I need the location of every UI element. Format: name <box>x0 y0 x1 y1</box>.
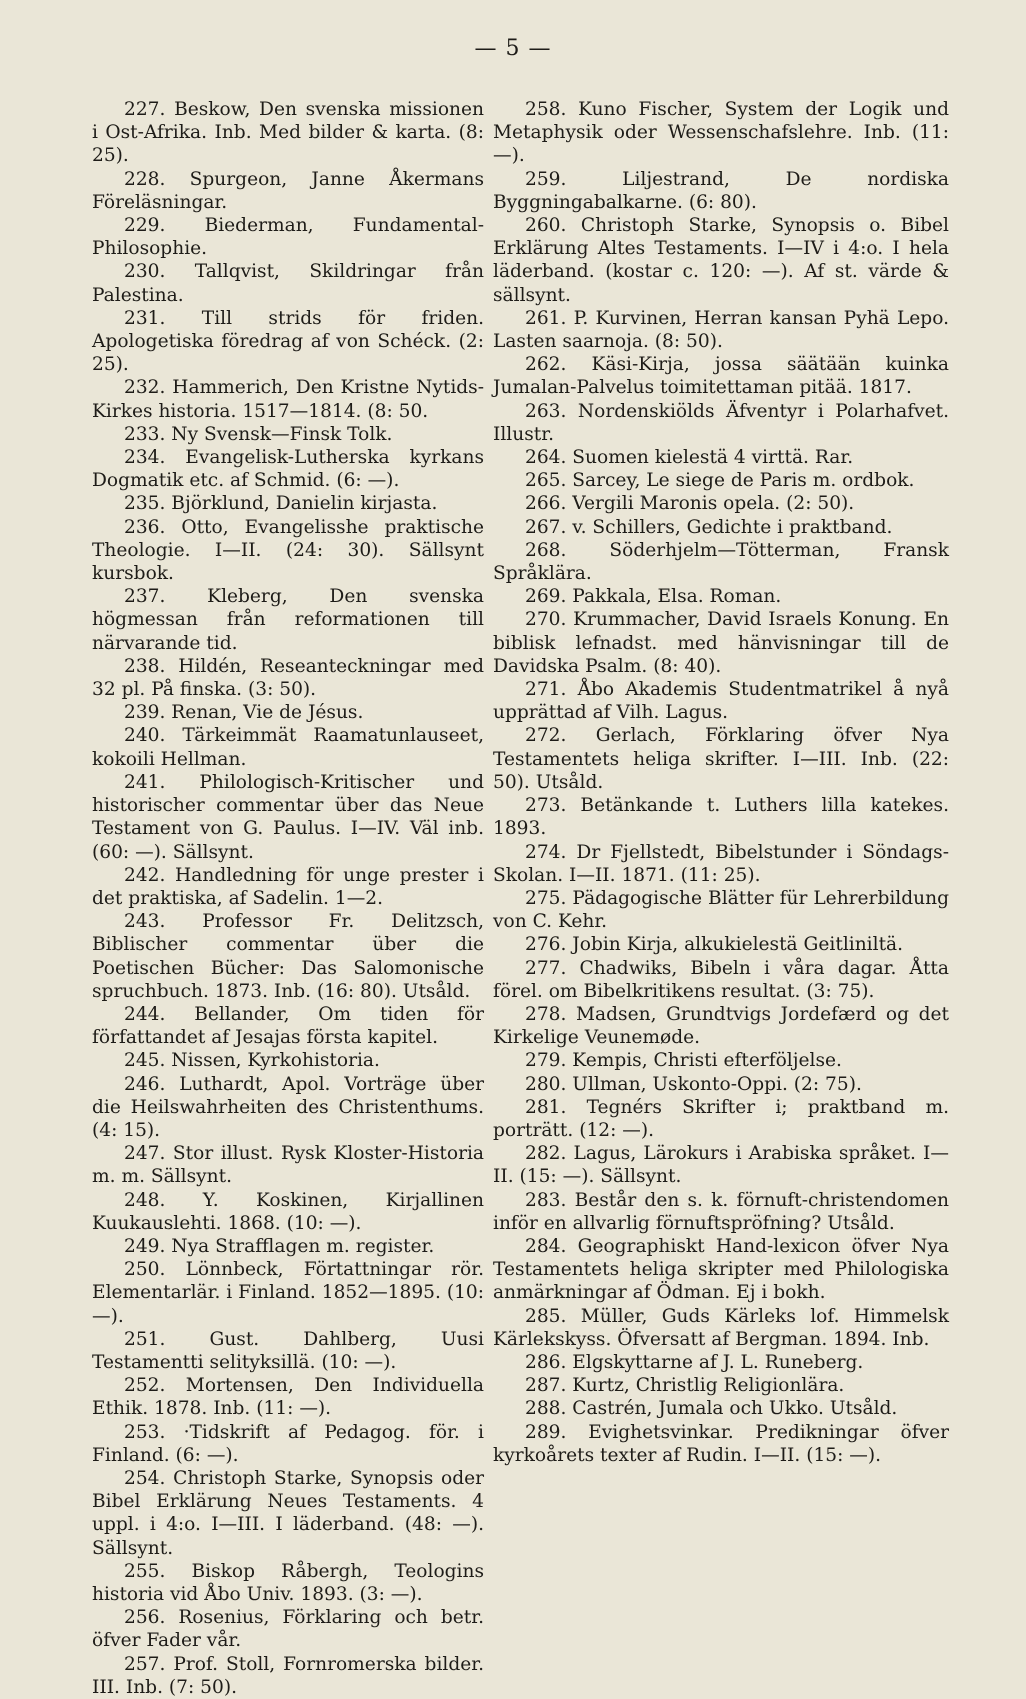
catalog-entry: 266. Vergili Maronis opela. (2: 50). <box>525 493 855 515</box>
catalog-entry: 240. Tärkeimmät Raamatunlauseet, kokoili Hellman. <box>92 725 484 770</box>
catalog-entry: 279. Kempis, Christi efterföljelse. <box>525 1050 842 1072</box>
catalog-entry: 262. Käsi-Kirja, jossa säätään kuinka Jumalan-Palvelus toimitettaman pitää. 1817. <box>493 354 949 399</box>
catalog-entry: 251. Gust. Dahlberg, Uusi Testamentti selityksillä. (10: —). <box>92 1328 484 1373</box>
catalog-entry: 227. Beskow, Den svenska missionen i Ost-Afrika. Inb. Med bilder & karta. (8: 25). <box>92 99 484 167</box>
catalog-entry: 273. Betänkande t. Luthers lilla katekes. 1893. <box>493 795 949 840</box>
catalog-entry: 277. Chadwiks, Bibeln i våra dagar. Åtta förel. om Bibelkritikens resultat. (3: 75). <box>493 957 949 1002</box>
catalog-entry: 276. Jobin Kirja, alkukielestä Geitliniltä. <box>525 934 904 956</box>
catalog-entry: 287. Kurtz, Christlig Religionlära. <box>525 1375 845 1397</box>
catalog-entry: 250. Lönnbeck, Förtattningar rör. Elementarlär. i Finland. 1852—1895. (10: —). <box>92 1259 484 1327</box>
catalog-entry: 259. Liljestrand, De nordiska Byggningabalkarne. (6: 80). <box>493 168 949 213</box>
catalog-entry: 234. Evangelisk-Lutherska kyrkans Dogmatik etc. af Schmid. (6: —). <box>92 447 484 492</box>
catalog-entry: 270. Krummacher, David Israels Konung. En biblisk lefnadst. med hänvisningar till de Davidska Psalm. (8: 40). <box>493 609 949 677</box>
catalog-entry: 228. Spurgeon, Janne Åkermans Föreläsningar. <box>92 168 484 213</box>
catalog-entry: 286. Elgskyttarne af J. L. Runeberg. <box>525 1351 864 1373</box>
catalog-entry: 285. Müller, Guds Kärleks lof. Himmelsk Kärlekskyss. Öfversatt af Bergman. 1894. Inb. <box>493 1305 949 1350</box>
right-column <box>493 98 949 1467</box>
catalog-entry: 269. Pakkala, Elsa. Roman. <box>525 586 782 608</box>
catalog-entry: 289. Evighetsvinkar. Predikningar öfver kyrkoårets texter af Rudin. I—II. (15: —). <box>493 1421 949 1466</box>
catalog-entry: 237. Kleberg, Den svenska högmessan från reformationen till närvarande tid. <box>92 586 484 654</box>
catalog-entry: 274. Dr Fjellstedt, Bibelstunder i Söndags-Skolan. I—II. 1871. (11: 25). <box>493 841 949 886</box>
left-column <box>92 98 484 1699</box>
catalog-entry: 261. P. Kurvinen, Herran kansan Pyhä Lepo. Lasten saarnoja. (8: 50). <box>493 307 949 353</box>
catalog-entry: 247. Stor illust. Rysk Kloster-Historia m. m. Sällsynt. <box>92 1143 484 1188</box>
catalog-entry: 282. Lagus, Lärokurs i Arabiska språket. I—II. (15: —). Sällsynt. <box>493 1143 949 1188</box>
catalog-entry: 264. Suomen kielestä 4 virttä. Rar. <box>525 447 854 469</box>
catalog-entry: 283. Består den s. k. förnuft-christendomen inför en allvarlig förnuftspröfning? Utsåld. <box>493 1189 949 1234</box>
catalog-entry: 242. Handledning för unge prester i det praktiska, af Sadelin. 1—2. <box>92 864 484 909</box>
catalog-entry: 281. Tegnérs Skrifter i; praktband m. porträtt. (12: —). <box>493 1096 949 1141</box>
catalog-entry: 267. v. Schillers, Gedichte i praktband. <box>525 516 893 538</box>
catalog-entry: 243. Professor Fr. Delitzsch, Biblischer commentar über die Poetischen Bücher: Das Salomonische spruchbuch. 1873. Inb. (16: 80). Utsåld. <box>92 911 484 1002</box>
catalog-entry: 258. Kuno Fischer, System der Logik und Metaphysik oder Wessenschafslehre. Inb. (11: —). <box>493 99 949 167</box>
catalog-entry: 275. Pädagogische Blätter für Lehrerbildung von C. Kehr. <box>493 887 949 933</box>
catalog-entry: 249. Nya Strafflagen m. register. <box>124 1235 435 1257</box>
catalog-entry: 257. Prof. Stoll, Fornromerska bilder. III. Inb. (7: 50). <box>92 1653 484 1698</box>
catalog-entry: 272. Gerlach, Förklaring öfver Nya Testamentets heliga skrifter. I—III. Inb. (22: 50). Utsåld. <box>493 725 949 793</box>
catalog-entry: 233. Ny Svensk—Finsk Tolk. <box>124 423 393 445</box>
catalog-entry: 280. Ullman, Uskonto-Oppi. (2: 75). <box>525 1073 862 1095</box>
catalog-entry: 278. Madsen, Grundtvigs Jordefærd og det Kirkelige Veunemøde. <box>493 1003 949 1049</box>
catalog-entry: 239. Renan, Vie de Jésus. <box>124 702 364 724</box>
catalog-entry: 236. Otto, Evangelisshe praktische Theologie. I—II. (24: 30). Sällsynt kursbok. <box>92 516 484 585</box>
catalog-entry: 241. Philologisch-Kritischer und historischer commentar über das Neue Testament von G. Paulus. I—IV. Väl inb. (60: —). Sällsynt. <box>92 771 484 863</box>
catalog-entry: 253. ·Tidskrift af Pedagog. för. i Finland. (6: —). <box>92 1421 484 1466</box>
catalog-entry: 268. Söderhjelm—Tötterman, Fransk Språklära. <box>493 539 949 585</box>
catalog-entry: 235. Björklund, Danielin kirjasta. <box>124 493 438 515</box>
catalog-entry: 255. Biskop Råbergh, Teologins historia vid Åbo Univ. 1893. (3: —). <box>92 1560 484 1605</box>
catalog-entry: 248. Y. Koskinen, Kirjallinen Kuukauslehti. 1868. (10: —). <box>92 1189 484 1234</box>
catalog-entry: 246. Luthardt, Apol. Vorträge über die Heilswahrheiten des Christenthums. (4: 15). <box>92 1073 484 1141</box>
catalog-entry: 238. Hildén, Reseanteckningar med 32 pl. På finska. (3: 50). <box>92 655 484 701</box>
catalog-entry: 252. Mortensen, Den Individuella Ethik. 1878. Inb. (11: —). <box>92 1375 484 1420</box>
catalog-entry: 245. Nissen, Kyrkohistoria. <box>124 1050 380 1072</box>
catalog-entry: 231. Till strids för friden. Apologetiska föredrag af von Schéck. (2: 25). <box>92 307 484 376</box>
catalog-entry: 256. Rosenius, Förklaring och betr. öfver Fader vår. <box>92 1607 484 1652</box>
catalog-entry: 263. Nordenskiölds Äfventyr i Polarhafvet. Illustr. <box>493 400 949 445</box>
catalog-entry: 230. Tallqvist, Skildringar från Palestina. <box>92 261 484 306</box>
catalog-entry: 271. Åbo Akademis Studentmatrikel å nyå upprättad af Vilh. Lagus. <box>493 679 949 724</box>
catalog-entry: 229. Biederman, Fundamental-Philosophie. <box>92 215 484 260</box>
catalog-entry: 260. Christoph Starke, Synopsis o. Bibel Erklärung Altes Testaments. I—IV i 4:o. I hela läderband. (kostar c. 120: —). Af st. värde & sällsynt. <box>493 215 949 306</box>
catalog-entry: 288. Castrén, Jumala och Ukko. Utsåld. <box>525 1398 898 1420</box>
catalog-entry: 284. Geographiskt Hand-lexicon öfver Nya Testamentets heliga skripter med Philologiska anmärkningar af Ödman. Ej i bokh. <box>493 1235 949 1304</box>
catalog-entry: 265. Sarcey, Le siege de Paris m. ordbok. <box>525 470 915 492</box>
catalog-entry: 254. Christoph Starke, Synopsis oder Bibel Erklärung Neues Testaments. 4 uppl. i 4:o. I—III. I läderband. (48: —). Sällsynt. <box>92 1467 484 1559</box>
catalog-entry: 232. Hammerich, Den Kristne Nytids-Kirkes historia. 1517—1814. (8: 50. <box>92 377 484 422</box>
page-number: — 5 — <box>474 36 552 61</box>
catalog-entry: 244. Bellander, Om tiden för författandet af Jesajas första kapitel. <box>92 1003 484 1049</box>
